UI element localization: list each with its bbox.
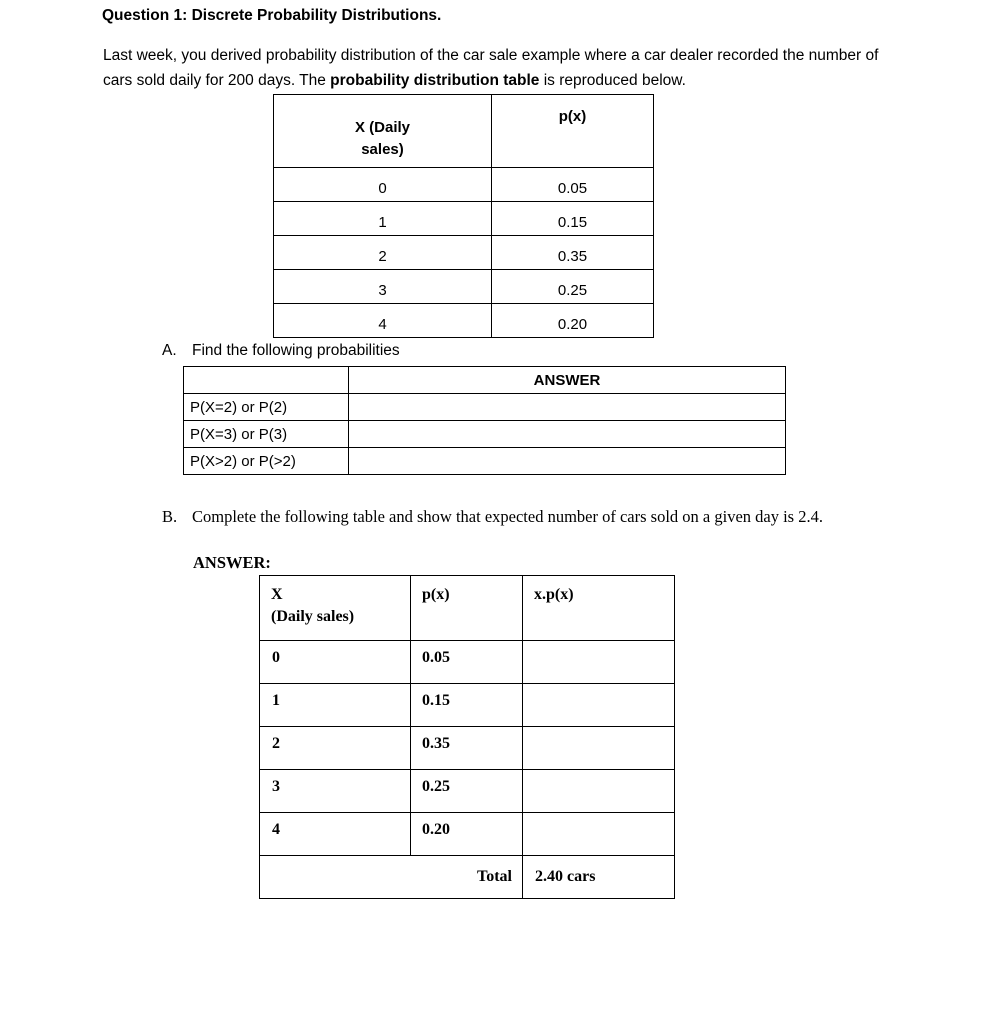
table-header-row bbox=[274, 95, 654, 168]
part-b-text: Complete the following table and show that expected number of cars sold on a given day is 2.4. bbox=[192, 507, 823, 526]
empty-header-cell bbox=[184, 367, 349, 394]
p-value: 0.25 bbox=[422, 778, 450, 795]
header-x-line2: (Daily sales) bbox=[271, 608, 355, 625]
table-row bbox=[260, 770, 675, 813]
table-row bbox=[260, 684, 675, 727]
header-xp-label: x.p(x) bbox=[534, 586, 574, 603]
x-value: 2 bbox=[378, 248, 387, 265]
table-row bbox=[184, 394, 786, 421]
intro-text-1: Last week, you derived probability distribution of the car sale example where a car dealer recorded the number of cars sold daily for 200 days. The bbox=[103, 47, 879, 89]
header-xp-cell bbox=[523, 576, 675, 641]
table-header-row bbox=[260, 576, 675, 641]
part-b-label: B. bbox=[162, 507, 178, 526]
x-value: 3 bbox=[378, 282, 387, 299]
xp-cell[interactable] bbox=[523, 813, 675, 856]
header-x-cell bbox=[260, 576, 411, 641]
p-value: 0.05 bbox=[557, 180, 588, 197]
table-row bbox=[274, 168, 654, 202]
table-row bbox=[274, 202, 654, 236]
intro-paragraph bbox=[103, 43, 903, 93]
intro-text-2: is reproduced below. bbox=[539, 72, 686, 89]
x-value: 0 bbox=[378, 180, 387, 197]
table-row bbox=[274, 304, 654, 338]
total-label: Total bbox=[260, 856, 523, 899]
table-row bbox=[260, 727, 675, 770]
x-value: 3 bbox=[272, 778, 280, 795]
part-a-prompt bbox=[162, 342, 400, 360]
header-p-label: p(x) bbox=[558, 108, 587, 125]
intro-bold-text: probability distribution table bbox=[330, 72, 540, 89]
question-title: Question 1: Discrete Probability Distributions. bbox=[102, 7, 442, 24]
table-row bbox=[184, 448, 786, 475]
header-x-cell bbox=[274, 95, 492, 168]
answer-cell[interactable] bbox=[349, 448, 786, 475]
table-row bbox=[260, 641, 675, 684]
p-value: 0.35 bbox=[557, 248, 588, 265]
part-b-prompt bbox=[162, 505, 882, 528]
xp-cell[interactable] bbox=[523, 727, 675, 770]
answer-header: ANSWER bbox=[349, 367, 786, 394]
x-value: 2 bbox=[272, 735, 280, 752]
probability-question: P(X=2) or P(2) bbox=[184, 394, 349, 421]
part-a-label: A. bbox=[162, 342, 177, 359]
total-row bbox=[260, 856, 675, 899]
xp-cell[interactable] bbox=[523, 770, 675, 813]
probability-question: P(X>2) or P(>2) bbox=[184, 448, 349, 475]
p-value: 0.15 bbox=[557, 214, 588, 231]
part-a-answer-table bbox=[183, 366, 786, 475]
answer-cell[interactable] bbox=[349, 394, 786, 421]
x-value: 1 bbox=[272, 692, 280, 709]
p-value: 0.35 bbox=[422, 735, 450, 752]
p-value: 0.20 bbox=[422, 821, 450, 838]
header-p-cell bbox=[492, 95, 654, 168]
x-value: 0 bbox=[272, 649, 280, 666]
p-value: 0.05 bbox=[422, 649, 450, 666]
part-b-answer-label: ANSWER: bbox=[193, 553, 271, 572]
x-value: 4 bbox=[272, 821, 280, 838]
header-x-line2: sales) bbox=[361, 141, 404, 158]
header-x-line1: X (Daily bbox=[354, 119, 411, 136]
p-value: 0.20 bbox=[557, 316, 588, 333]
xp-cell[interactable] bbox=[523, 684, 675, 727]
table-row bbox=[184, 421, 786, 448]
header-x-line1: X bbox=[271, 586, 283, 603]
table-header-row bbox=[184, 367, 786, 394]
header-p-cell bbox=[411, 576, 523, 641]
xp-cell[interactable] bbox=[523, 641, 675, 684]
table-row bbox=[260, 813, 675, 856]
header-p-label: p(x) bbox=[422, 586, 450, 603]
p-value: 0.25 bbox=[557, 282, 588, 299]
table-row bbox=[274, 270, 654, 304]
answer-cell[interactable] bbox=[349, 421, 786, 448]
part-a-text: Find the following probabilities bbox=[192, 342, 400, 359]
total-value: 2.40 cars bbox=[523, 856, 675, 899]
expected-value-table bbox=[259, 575, 675, 899]
probability-distribution-table bbox=[273, 94, 654, 338]
probability-question: P(X=3) or P(3) bbox=[184, 421, 349, 448]
p-value: 0.15 bbox=[422, 692, 450, 709]
table-row bbox=[274, 236, 654, 270]
x-value: 1 bbox=[378, 214, 387, 231]
x-value: 4 bbox=[378, 316, 387, 333]
